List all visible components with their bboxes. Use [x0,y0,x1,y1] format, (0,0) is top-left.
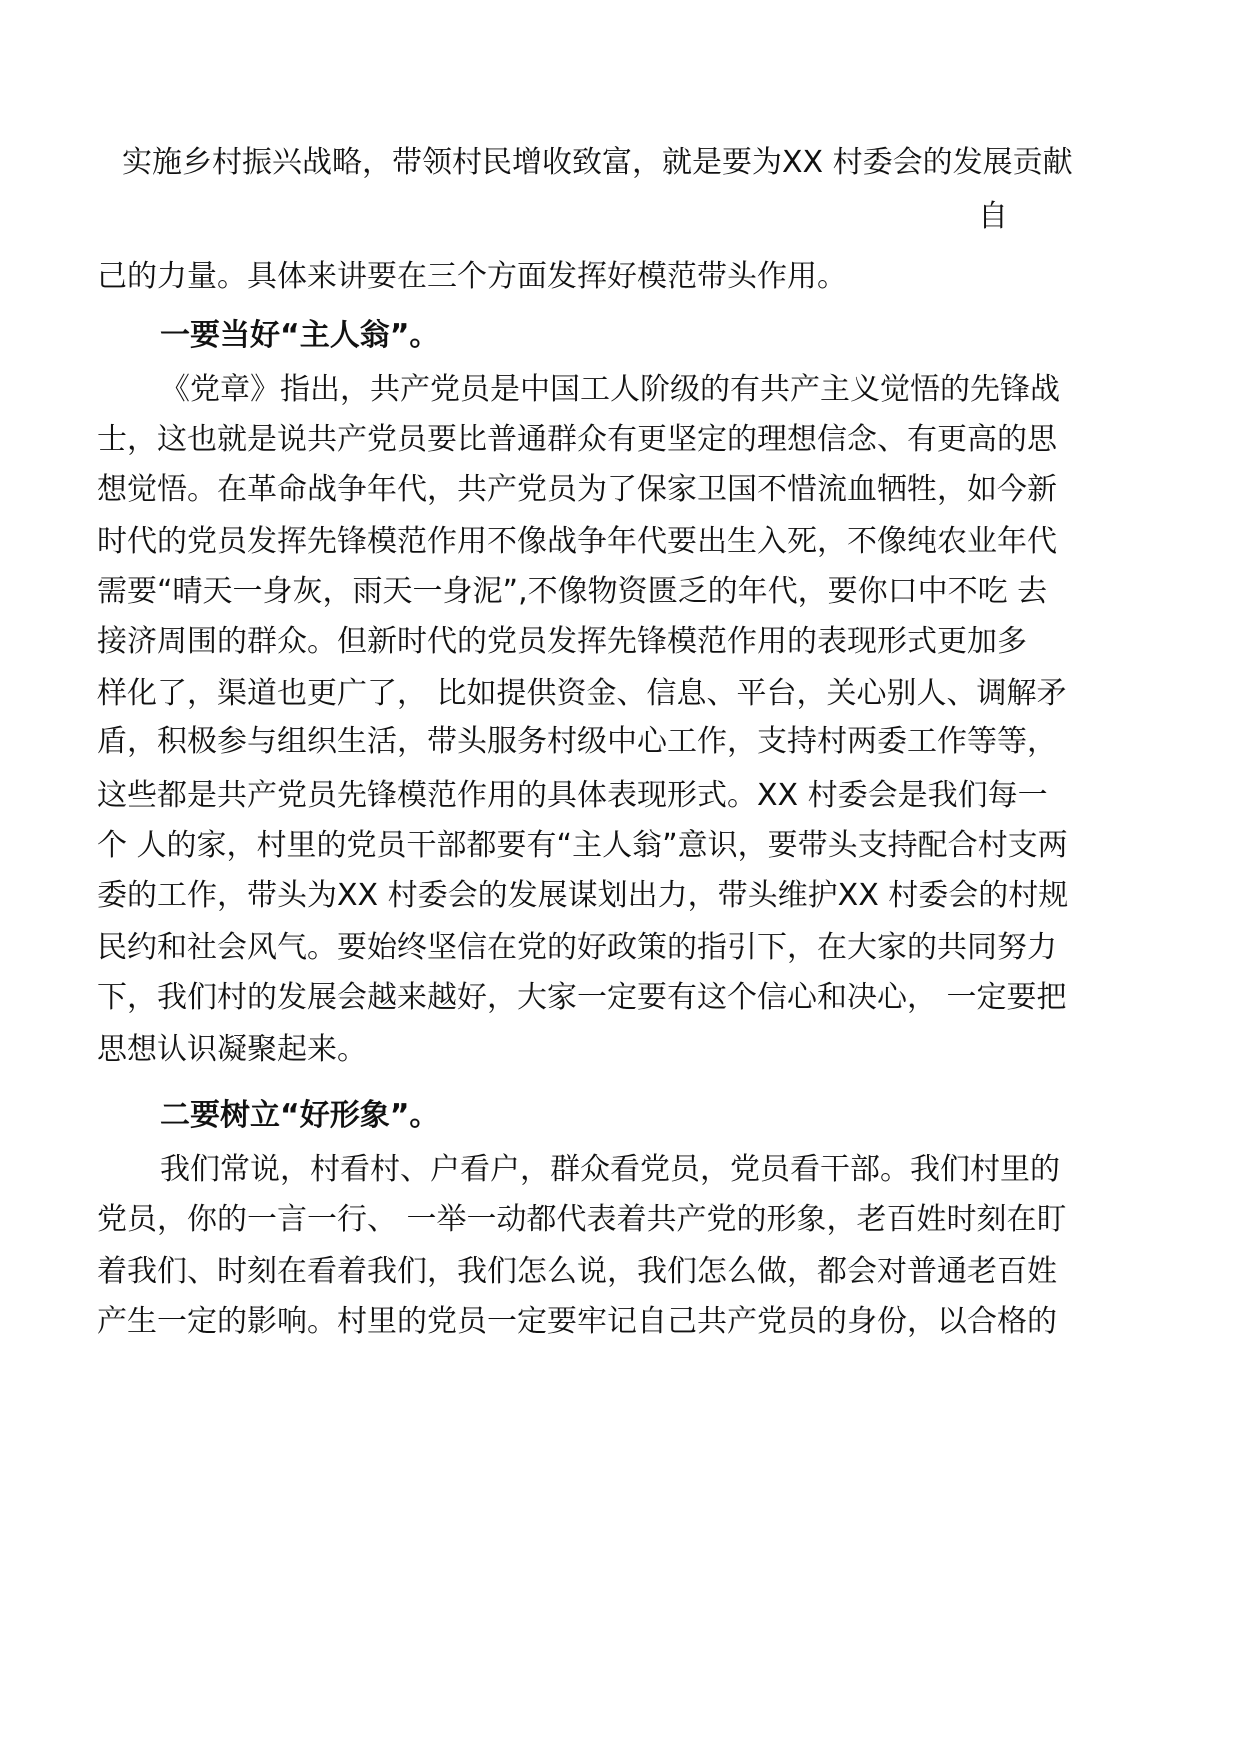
body-line: 士，这也就是说共产党员要比普通群众有更坚定的理想信念、有更高的思 [97,422,1057,457]
body-line: 我们常说，村看村、户看户，群众看党员，党员看干部。我们村里的 [160,1152,1060,1187]
section-heading-2: 二要树立“好形象”。 [160,1098,440,1133]
body-line: 党员，你的一言一行、 一举一动都代表着共产党的形象，老百姓时刻在盯 [97,1202,1067,1237]
body-line: 着我们、时刻在看着我们，我们怎么说，我们怎么做，都会对普通老百姓 [97,1254,1057,1289]
body-line: 个 人的家，村里的党员干部都要有“主人翁”意识，要带头支持配合村支两 [97,828,1068,863]
body-line: 想觉悟。在革命战争年代，共产党员为了保家卫国不惜流血牺牲，如今新 [97,472,1057,507]
body-line: 思想认识凝聚起来。 [97,1032,367,1067]
body-line: 民约和社会风气。要始终坚信在党的好政策的指引下，在大家的共同努力 [97,930,1057,965]
body-line: 实施乡村振兴战略，带领村民增收致富，就是要为XX 村委会的发展贡献 [122,145,1073,180]
body-line: 下，我们村的发展会越来越好，大家一定要有这个信心和决心， 一定要把 [97,980,1067,1015]
body-line: 需要“晴天一身灰，雨天一身泥”,不像物资匮乏的年代，要你口中不吃 去 [97,574,1048,609]
body-line: 盾，积极参与组织生活，带头服务村级中心工作，支持村两委工作等等， [97,724,1057,759]
body-line: 《党章》指出，共产党员是中国工人阶级的有共产主义觉悟的先锋战 [160,372,1060,407]
body-line: 委的工作，带头为XX 村委会的发展谋划出力，带头维护XX 村委会的村规 [97,878,1069,913]
body-line: 产生一定的影响。村里的党员一定要牢记自己共产党员的身份，以合格的 [97,1304,1057,1339]
body-line: 自 [978,199,1008,234]
section-heading-1: 一要当好“主人翁”。 [160,318,440,353]
body-line: 己的力量。具体来讲要在三个方面发挥好模范带头作用。 [97,259,847,294]
body-line: 这些都是共产党员先锋模范作用的具体表现形式。XX 村委会是我们每一 [97,778,1048,813]
body-line: 时代的党员发挥先锋模范作用不像战争年代要出生入死，不像纯农业年代 [97,524,1057,559]
body-line: 接济周围的群众。但新时代的党员发挥先锋模范作用的表现形式更加多 [97,624,1027,659]
body-line: 样化了，渠道也更广了， 比如提供资金、信息、平台，关心别人、调解矛 [97,676,1067,711]
